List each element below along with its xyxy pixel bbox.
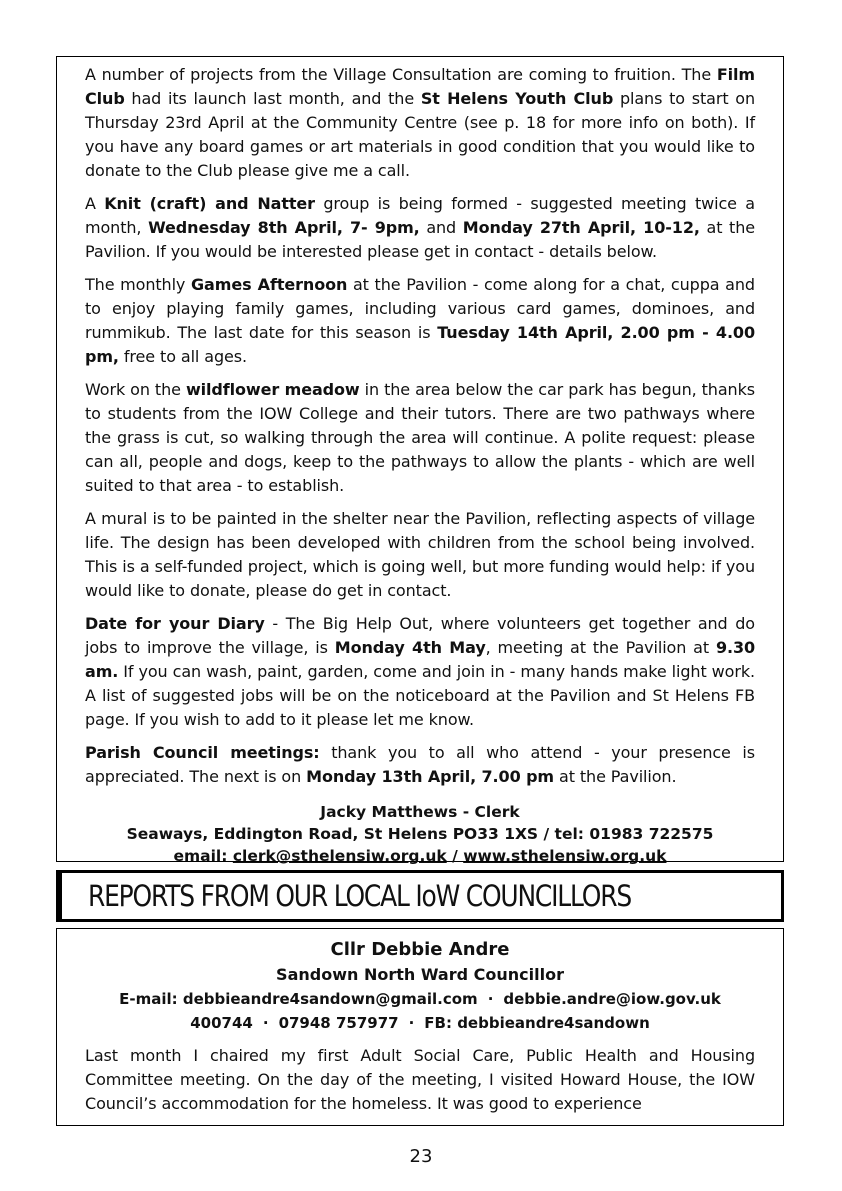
signature-name: Jacky Matthews - Clerk [320,803,520,821]
text: group is being formed - suggested meeting twice a month, [85,194,755,237]
text: in the area below the car park has begun, thanks to students from the IOW College and their tutors. There are two pathways where the grass is cut, so walking through the area will continue. A polite request: please can all, people and dogs, keep to the pathways to allow the plants - which are well suited to that area - to establish. [85,380,755,495]
paragraph-mural [85,507,755,603]
text: - The Big Help Out, where volunteers get together and do jobs to improve the village, is [85,614,755,657]
bold-text: Date for your Diary [85,614,265,633]
text: at the Pavilion. If you would be interested please get in contact - details below. [85,218,755,261]
bold-text: Tuesday 14th April, 2.00 pm - 4.00 pm, [85,323,755,366]
phone-1: 400744 [190,1014,253,1032]
bold-text: Film Club [85,65,755,108]
text: A [85,194,105,213]
banner-title: REPORTS FROM OUR LOCAL IoW COUNCILLORS [88,879,631,913]
website-link[interactable]: www.sthelensiw.org.uk [463,847,667,865]
facebook-handle: FB: debbieandre4sandown [424,1014,650,1032]
paragraph-date-for-diary [85,612,755,732]
bold-text: 9.30 am. [85,638,756,681]
paragraph-parish-meetings [85,741,755,789]
text: had its launch last month, and the [124,89,421,108]
separator: · [487,990,494,1008]
text: free to all ages. [118,347,247,366]
separator: · [408,1014,415,1032]
text: Work on the [85,380,186,399]
signature-address: Seaways, Eddington Road, St Helens PO33 1XS / tel: 01983 722575 [126,825,714,843]
paragraph-knit-natter [85,192,755,264]
section-banner [56,870,784,922]
bold-text: Games Afternoon [191,275,348,294]
councillor-body: Last month I chaired my first Adult Social Care, Public Health and Housing Committee meeting. On the day of the meeting, I visited Howard House, the IOW Council’s accommodation for the homeless. It was good to experience [85,1046,755,1113]
email-link-2[interactable]: debbie.andre@iow.gov.uk [503,990,721,1008]
councillor-phones [85,1011,755,1035]
bold-text: Monday 4th May [334,638,486,657]
separator: · [262,1014,269,1032]
paragraph-games-afternoon [85,273,755,369]
bold-text: Monday 27th April, 10-12, [462,218,700,237]
signature-contact [85,845,755,867]
councillor-role: Sandown North Ward Councillor [276,965,564,984]
email-link[interactable]: clerk@sthelensiw.org.uk [232,847,447,865]
text: and [419,218,463,237]
bold-text: Knit (craft) and Natter [104,194,315,213]
paragraph-projects [85,63,755,183]
text: If you can wash, paint, garden, come and join in - many hands make light work. A list of suggested jobs will be on the noticeboard at the Pavilion and St Helens FB page. If you wish to add to it please let me know. [85,662,755,729]
text: The monthly [85,275,192,294]
text: at the Pavilion. [554,767,677,786]
email-label: email: [173,847,233,865]
text: , meeting at the Pavilion at [485,638,716,657]
text: at the Pavilion - come along for a chat, cuppa and to enjoy playing family games, including various card games, dominoes, and rummikub. The last date for this season is [85,275,755,342]
councillor-name: Cllr Debbie Andre [330,939,510,960]
page-number: 23 [409,1146,433,1167]
paragraph-wildflower-meadow [85,378,755,498]
divider: / [446,847,464,865]
text: plans to start on Thursday 23rd April at the Community Centre (see p. 18 for more info on both). If you have any board games or art materials in good condition that you would like to donate to the Club please give me a call. [85,89,755,180]
text: A mural is to be painted in the shelter near the Pavilion, reflecting aspects of village life. The design has been developed with children from the school being involved. This is a self-funded project, which is going well, but more funding would help: if you would like to donate, please do get in contact. [85,509,755,600]
bold-text: St Helens Youth Club [420,89,614,108]
bold-text: Wednesday 8th April, 7- 9pm, [148,218,420,237]
bold-text: Monday 13th April, 7.00 pm [306,767,554,786]
signature-block [85,801,755,867]
parish-clerk-report [56,56,784,865]
councillor-emails [85,987,755,1011]
phone-2: 07948 757977 [278,1014,399,1032]
email-label: E-mail: [119,990,183,1008]
bold-text: Parish Council meetings: [85,743,320,762]
email-link-1[interactable]: debbieandre4sandown@gmail.com [182,990,478,1008]
councillor-report [56,928,784,1126]
bold-text: wildflower meadow [185,380,360,399]
text: thank you to all who attend - your presence is appreciated. The next is on [85,743,755,786]
text: A number of projects from the Village Consultation are coming to fruition. The [85,65,717,84]
